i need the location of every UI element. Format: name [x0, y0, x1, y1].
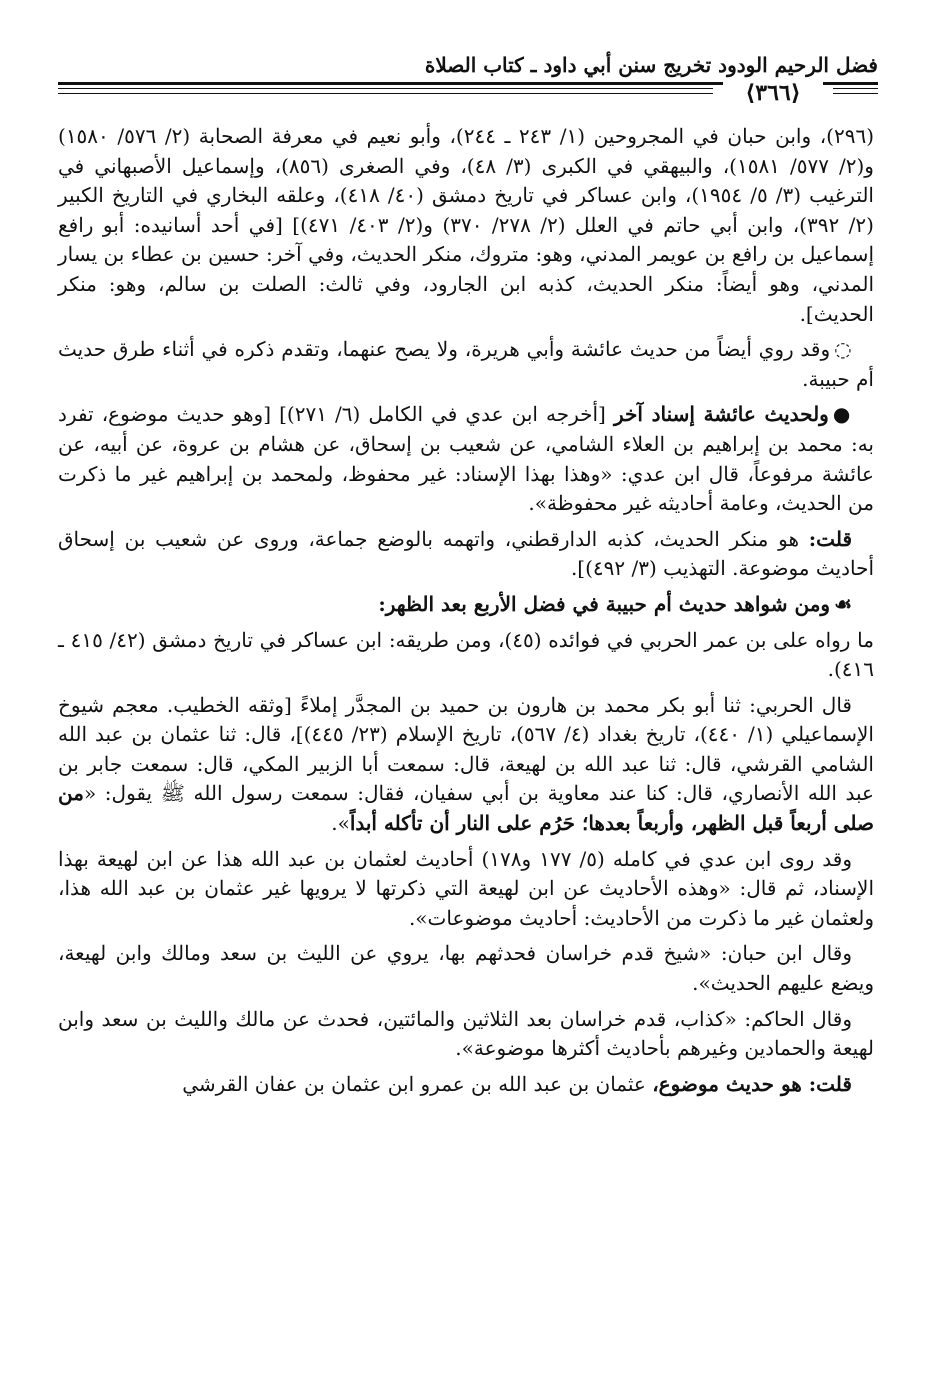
page-header	[58, 52, 878, 122]
paragraph-citations-continued	[58, 122, 874, 329]
paragraph-end: ».	[331, 811, 350, 836]
paragraph-text: هو منكر الحديث، كذبه الدارقطني، واتهمه بالوضع جماعة، وروى عن شعيب بن إسحاق أحاديث موضوعة. التهذيب (٣/ ٤٩٢)].	[58, 526, 874, 581]
body-text	[58, 122, 874, 1105]
section-heading-shawahid	[58, 590, 874, 620]
paragraph-also-narrated	[58, 335, 874, 394]
paragraph-text: وقد روي أيضاً من حديث عائشة وأبي هريرة، ولا يصح عنهما، وتقدم ذكره في أثناء طرق حديث أم حبيبة.	[58, 337, 874, 391]
paragraph-ibn-hibban	[58, 939, 874, 998]
leaf-marker-icon: ☙	[834, 591, 852, 616]
paragraph-ibn-adi	[58, 845, 874, 934]
paragraph-lead: قلت: هو حديث موضوع،	[652, 1071, 852, 1096]
paragraph-text: وقال ابن حبان: «شيخ قدم خراسان فحدثهم بها، يروي عن الليث بن سعد ومالك وابن لهيعة، ويضع عليهم الحديث».	[58, 941, 874, 996]
ornament-right-icon: ⟩	[790, 80, 801, 106]
running-header-title: فضل الرحيم الودود تخريج سنن أبي داود ـ كتاب الصلاة	[424, 53, 878, 77]
page-number-value: ٣٦٦	[755, 80, 791, 106]
paragraph-harbi-isnad	[58, 691, 874, 839]
paragraph-qultu-munkar	[58, 525, 874, 584]
circle-marker-icon: ◌	[834, 337, 853, 362]
section-heading-text: ومن شواهد حديث أم حبيبة في فضل الأربع بعد الظهر:	[378, 591, 831, 616]
paragraph-hakim	[58, 1005, 874, 1064]
bullet-marker-icon: ●	[832, 402, 853, 427]
paragraph-text: (٢٩٦)، وابن حبان في المجروحين (١/ ٢٤٣ ـ ٢٤٤)، وأبو نعيم في معرفة الصحابة (٢/ ٥٧٦/ ١٥٨٠) و(٢/ ٥٧٧/ ١٥٨١)، والبيهقي في الكبرى (٣/ ٤٨)، وفي الصغرى (٨٥٦)، وإسماعيل الأصبهاني في الترغيب (٣/ ٥/ ١٩٥٤)، وابن عساكر في تاريخ دمشق (٤٠/ ٤١٨)، وعلقه البخاري في التاريخ الكبير (٢/ ٣٩٢)، وابن أبي حاتم في العلل (٢/ ٢٧٨/ ٣٧٠) و(٢/ ٤٠٣/ ٤٧١)] [في أحد أسانيده: أبو رافع إسماعيل بن رافع بن عويمر المدني، وهو: متروك، منكر الحديث، وفي آخر: حسين بن عطاء بن يسار المدني، وهو أيضاً: منكر الحديث، كذبه ابن الجارود، وفي ثالث: الصلت بن سالم، وهو: منكر الحديث].	[58, 124, 874, 326]
ornament-left-icon: ⟨	[745, 80, 756, 106]
paragraph-aisha-other-chain	[58, 400, 874, 518]
header-rule-right	[833, 88, 878, 94]
paragraph-lead: قلت:	[808, 526, 852, 551]
paragraph-harbi-source	[58, 626, 874, 685]
paragraph-text: ما رواه على بن عمر الحربي في فوائده (٤٥)، ومن طريقه: ابن عساكر في تاريخ دمشق (٤٢/ ٤١٥ ـ ٤١٦).	[58, 627, 874, 682]
paragraph-text: قال الحربي: ثنا أبو بكر محمد بن هارون بن حميد بن المجدَّر إملاءً [وثقه الخطيب. معجم شيوخ الإسماعيلي (١/ ٤٤٠)، تاريخ بغداد (٤/ ٥٦٧)، تاريخ الإسلام (٢٣/ ٤٤٥)]، قال: ثنا عثمان بن عبد الله الشامي القرشي، قال: ثنا عبد الله بن لهيعة، قال: سمعت أبا الزبير المكي، قال: سمعت جابر بن عبد الله الأنصاري، قال: كنا عند معاوية بن أبي سفيان، فقال: سمعت رسول الله ﷺ يقول: «	[58, 692, 874, 806]
page-number	[723, 80, 823, 106]
header-rule-left	[58, 88, 713, 94]
hadith-text: من صلى أربعاً قبل الظهر، وأربعاً بعدها؛ حَرُم على النار أن تأكله أبداً	[58, 781, 874, 836]
paragraph-qultu-mawdu	[58, 1070, 874, 1100]
paragraph-text: وقد روى ابن عدي في كامله (٥/ ١٧٧ و١٧٨) أحاديث لعثمان بن عبد الله هذا عن ابن لهيعة بهذا الإسناد، ثم قال: «وهذه الأحاديث عن ابن لهيعة التي ذكرتها لا يرويها غير عثمان بن عبد الله هذا، ولعثمان غير ما ذكرت من الأحاديث: أحاديث موضوعات».	[58, 846, 874, 930]
paragraph-lead: ولحديث عائشة إسناد آخر	[613, 402, 829, 427]
paragraph-text: وقال الحاكم: «كذاب، قدم خراسان بعد الثلاثين والمائتين، فحدث عن مالك والليث بن سعد وابن لهيعة والحمادين وغيرهم بأحاديث أكثرها موضوعة».	[58, 1006, 874, 1061]
paragraph-text: [أخرجه ابن عدي في الكامل (٦/ ٢٧١)] [وهو حديث موضوع، تفرد به: محمد بن إبراهيم بن العلاء الشامي، عن شعيب بن إسحاق، عن هشام بن عروة، عن أبيه، عن عائشة مرفوعاً، قال ابن عدي: «وهذا بهذا الإسناد: غير محفوظ، ولمحمد بن إبراهيم غير ما ذكرت من الحديث، وعامة أحاديثه غير محفوظة».	[58, 402, 874, 516]
paragraph-text: عثمان بن عبد الله بن عمرو ابن عثمان بن عفان القرشي	[182, 1071, 653, 1096]
